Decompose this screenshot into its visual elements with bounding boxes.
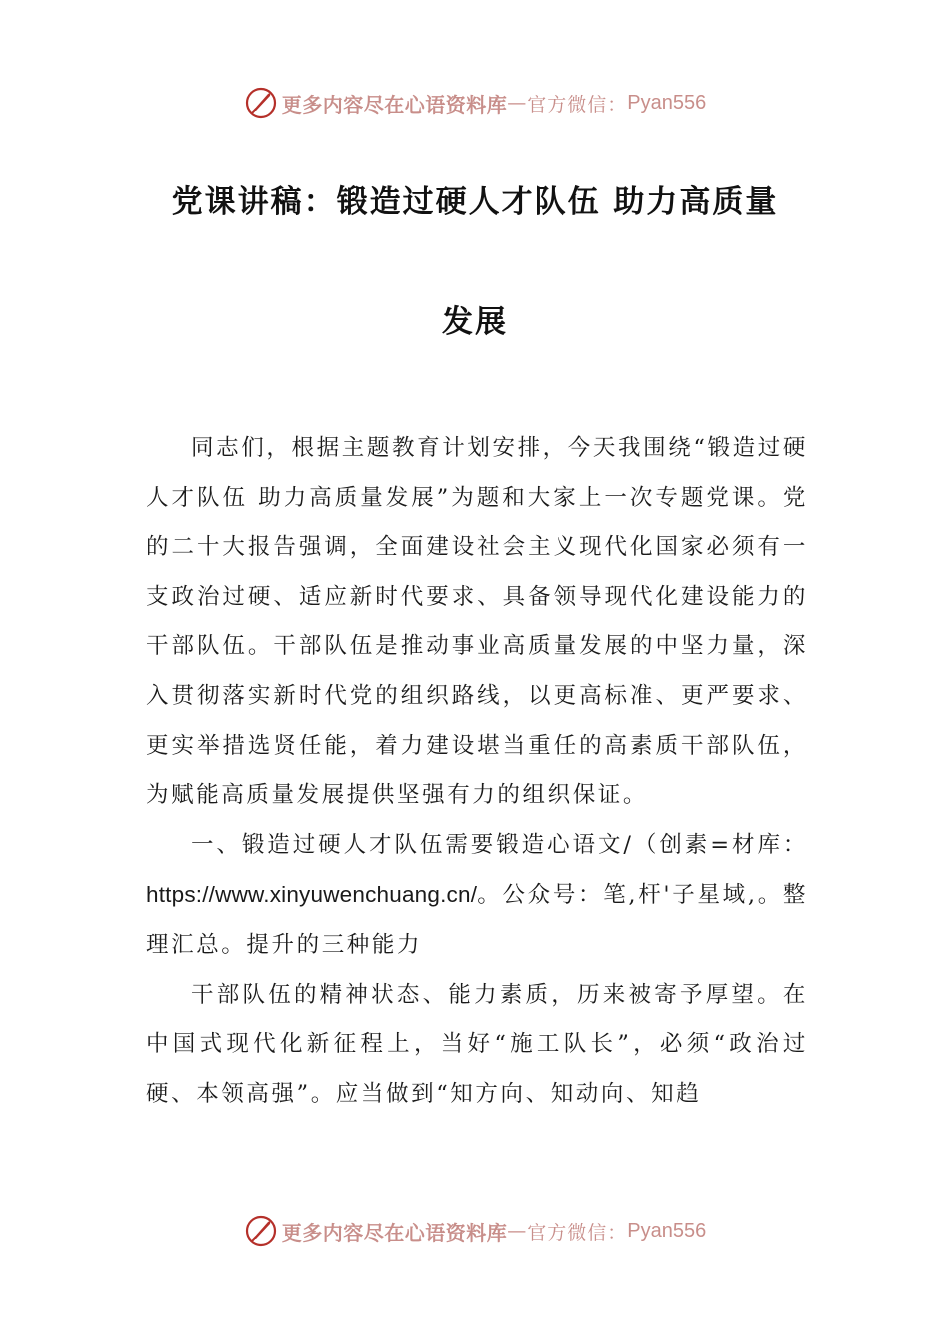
- banner-dash: —: [507, 1220, 528, 1242]
- header-banner: [0, 78, 950, 128]
- quill-logo-icon: [244, 86, 278, 120]
- document-body: [146, 424, 808, 1119]
- paragraph-section-one: [146, 821, 808, 971]
- quill-logo-icon: [244, 1214, 278, 1248]
- paragraph-intro: 同志们，根据主题教育计划安排，今天我围绕“锻造过硬人才队伍 助力高质量发展”为题和大家上一次专题党课。党的二十大报告强调，全面建设社会主义现代化国家必须有一支政治过硬、适应新时代要求、具备领导现代化建设能力的干部队伍。干部队伍是推动事业高质量发展的中坚力量，深入贯彻落实新时代党的组织路线，以更高标准、更严要求、更实举措选贤任能，着力建设堪当重任的高素质干部队伍，为赋能高质量发展提供坚强有力的组织保证。: [146, 435, 808, 809]
- section-one-text-b: 。公众号：笔,杆'子星域,。整理汇总。提升的三种能力: [146, 882, 808, 958]
- document-title-line2: 发展: [442, 304, 508, 340]
- document-title-line1: 党课讲稿：锻造过硬人才队伍 助力高质量: [171, 184, 779, 220]
- source-url-link[interactable]: https://www.xinyuwenchuang.cn/: [146, 882, 478, 908]
- banner-official-text: 官方微信：: [527, 93, 628, 116]
- banner-official-text: 官方微信：: [527, 1221, 628, 1244]
- paragraph-cadre: 干部队伍的精神状态、能力素质，历来被寄予厚望。在中国式现代化新征程上，当好“施工队长”，必须“政治过硬、本领高强”。应当做到“知方向、知动向、知趋: [146, 981, 808, 1107]
- banner-main-text: 更多内容尽在心语资料库: [281, 92, 508, 117]
- banner-wechat-id: Pyan556: [627, 91, 707, 114]
- banner-wechat-id: Pyan556: [627, 1219, 707, 1242]
- footer-banner: [0, 1206, 950, 1256]
- section-one-text-a: 一、锻造过硬人才队伍需要锻造心语文/（创素=材库：: [191, 831, 808, 858]
- banner-main-text: 更多内容尽在心语资料库: [281, 1220, 508, 1245]
- banner-dash: —: [507, 92, 528, 114]
